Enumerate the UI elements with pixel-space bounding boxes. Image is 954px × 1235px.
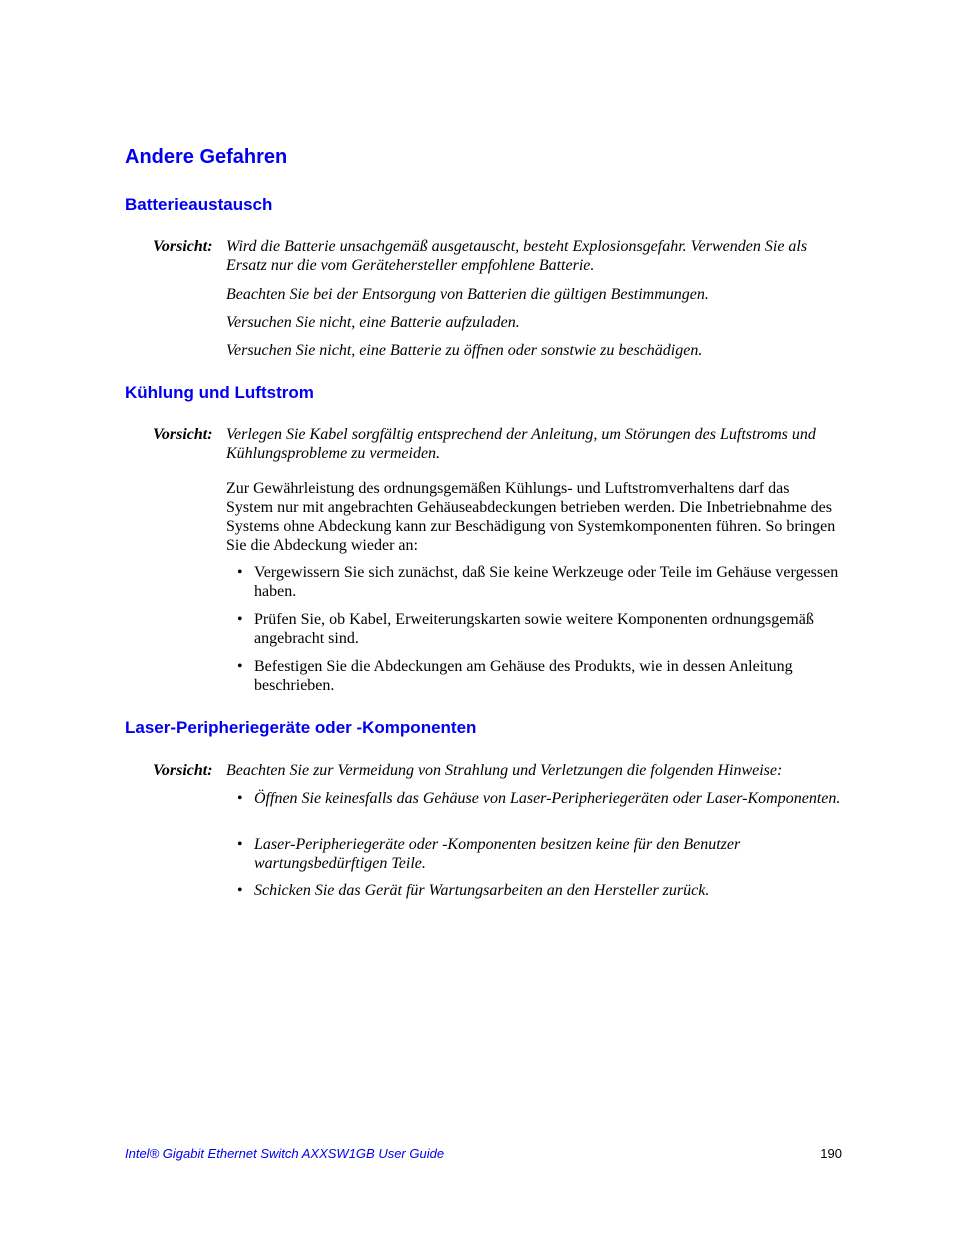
bullet-icon: • xyxy=(237,611,243,628)
list-item: Befestigen Sie die Abdeckungen am Gehäuse des Produkts, wie in dessen Anleitung beschrieben. xyxy=(254,658,793,694)
list-item: Öffnen Sie keinesfalls das Gehäuse von Laser-Peripheriegeräten oder Laser-Komponenten. xyxy=(254,790,841,807)
list-item: Schicken Sie das Gerät für Wartungsarbeiten an den Hersteller zurück. xyxy=(254,882,710,899)
list-item: Vergewissern Sie sich zunächst, daß Sie keine Werkzeuge oder Teile im Gehäuse vergessen haben. xyxy=(254,564,839,600)
caution-text: Beachten Sie zur Vermeidung von Strahlung und Verletzungen die folgenden Hinweise: xyxy=(226,762,783,779)
bullet-icon: • xyxy=(237,882,243,899)
page-number: 190 xyxy=(820,1146,842,1161)
section-title-battery: Batterieaustausch xyxy=(125,195,273,214)
paragraph: Beachten Sie bei der Entsorgung von Batterien die gültigen Bestimmungen. xyxy=(226,286,709,303)
caution-label: Vorsicht: xyxy=(153,426,213,443)
bullet-icon: • xyxy=(237,836,243,853)
list-item: Laser-Peripheriegeräte oder -Komponenten besitzen keine für den Benutzer wartungsbedürftigen Teile. xyxy=(254,836,741,872)
paragraph: Versuchen Sie nicht, eine Batterie zu öffnen oder sonstwie zu beschädigen. xyxy=(226,342,703,359)
caution-text: Wird die Batterie unsachgemäß ausgetauscht, besteht Explosionsgefahr. Verwenden Sie als Ersatz nur die vom Gerätehersteller empfohlene Batterie. xyxy=(226,238,808,274)
paragraph: Versuchen Sie nicht, eine Batterie aufzuladen. xyxy=(226,314,520,331)
body-paragraph: Zur Gewährleistung des ordnungsgemäßen Kühlungs- und Luftstromverhaltens darf das System nur mit angebrachten Gehäuseabdeckungen betrieben werden. Die Inbetriebnahme des Systems ohne Abdeckung kann zur Beschädigung von Systemkomponenten führen. So bringen Sie die Abdeckung wieder an: xyxy=(226,480,836,554)
caution-text: Verlegen Sie Kabel sorgfältig entsprechend der Anleitung, um Störungen des Luftstroms und Kühlungsprobleme zu vermeiden. xyxy=(226,426,816,462)
section-title-cooling: Kühlung und Luftstrom xyxy=(125,383,314,402)
page-heading: Andere Gefahren xyxy=(125,146,288,168)
bullet-icon: • xyxy=(237,658,243,675)
section-title-laser: Laser-Peripheriegeräte oder -Komponenten xyxy=(125,718,477,737)
footer-title: Intel® Gigabit Ethernet Switch AXXSW1GB User Guide xyxy=(125,1146,445,1161)
list-item: Prüfen Sie, ob Kabel, Erweiterungskarten sowie weitere Komponenten ordnungsgemäß angebracht sind. xyxy=(254,611,814,647)
bullet-icon: • xyxy=(237,564,243,581)
bullet-icon: • xyxy=(237,790,243,807)
caution-label: Vorsicht: xyxy=(153,762,213,779)
caution-label: Vorsicht: xyxy=(153,238,213,255)
